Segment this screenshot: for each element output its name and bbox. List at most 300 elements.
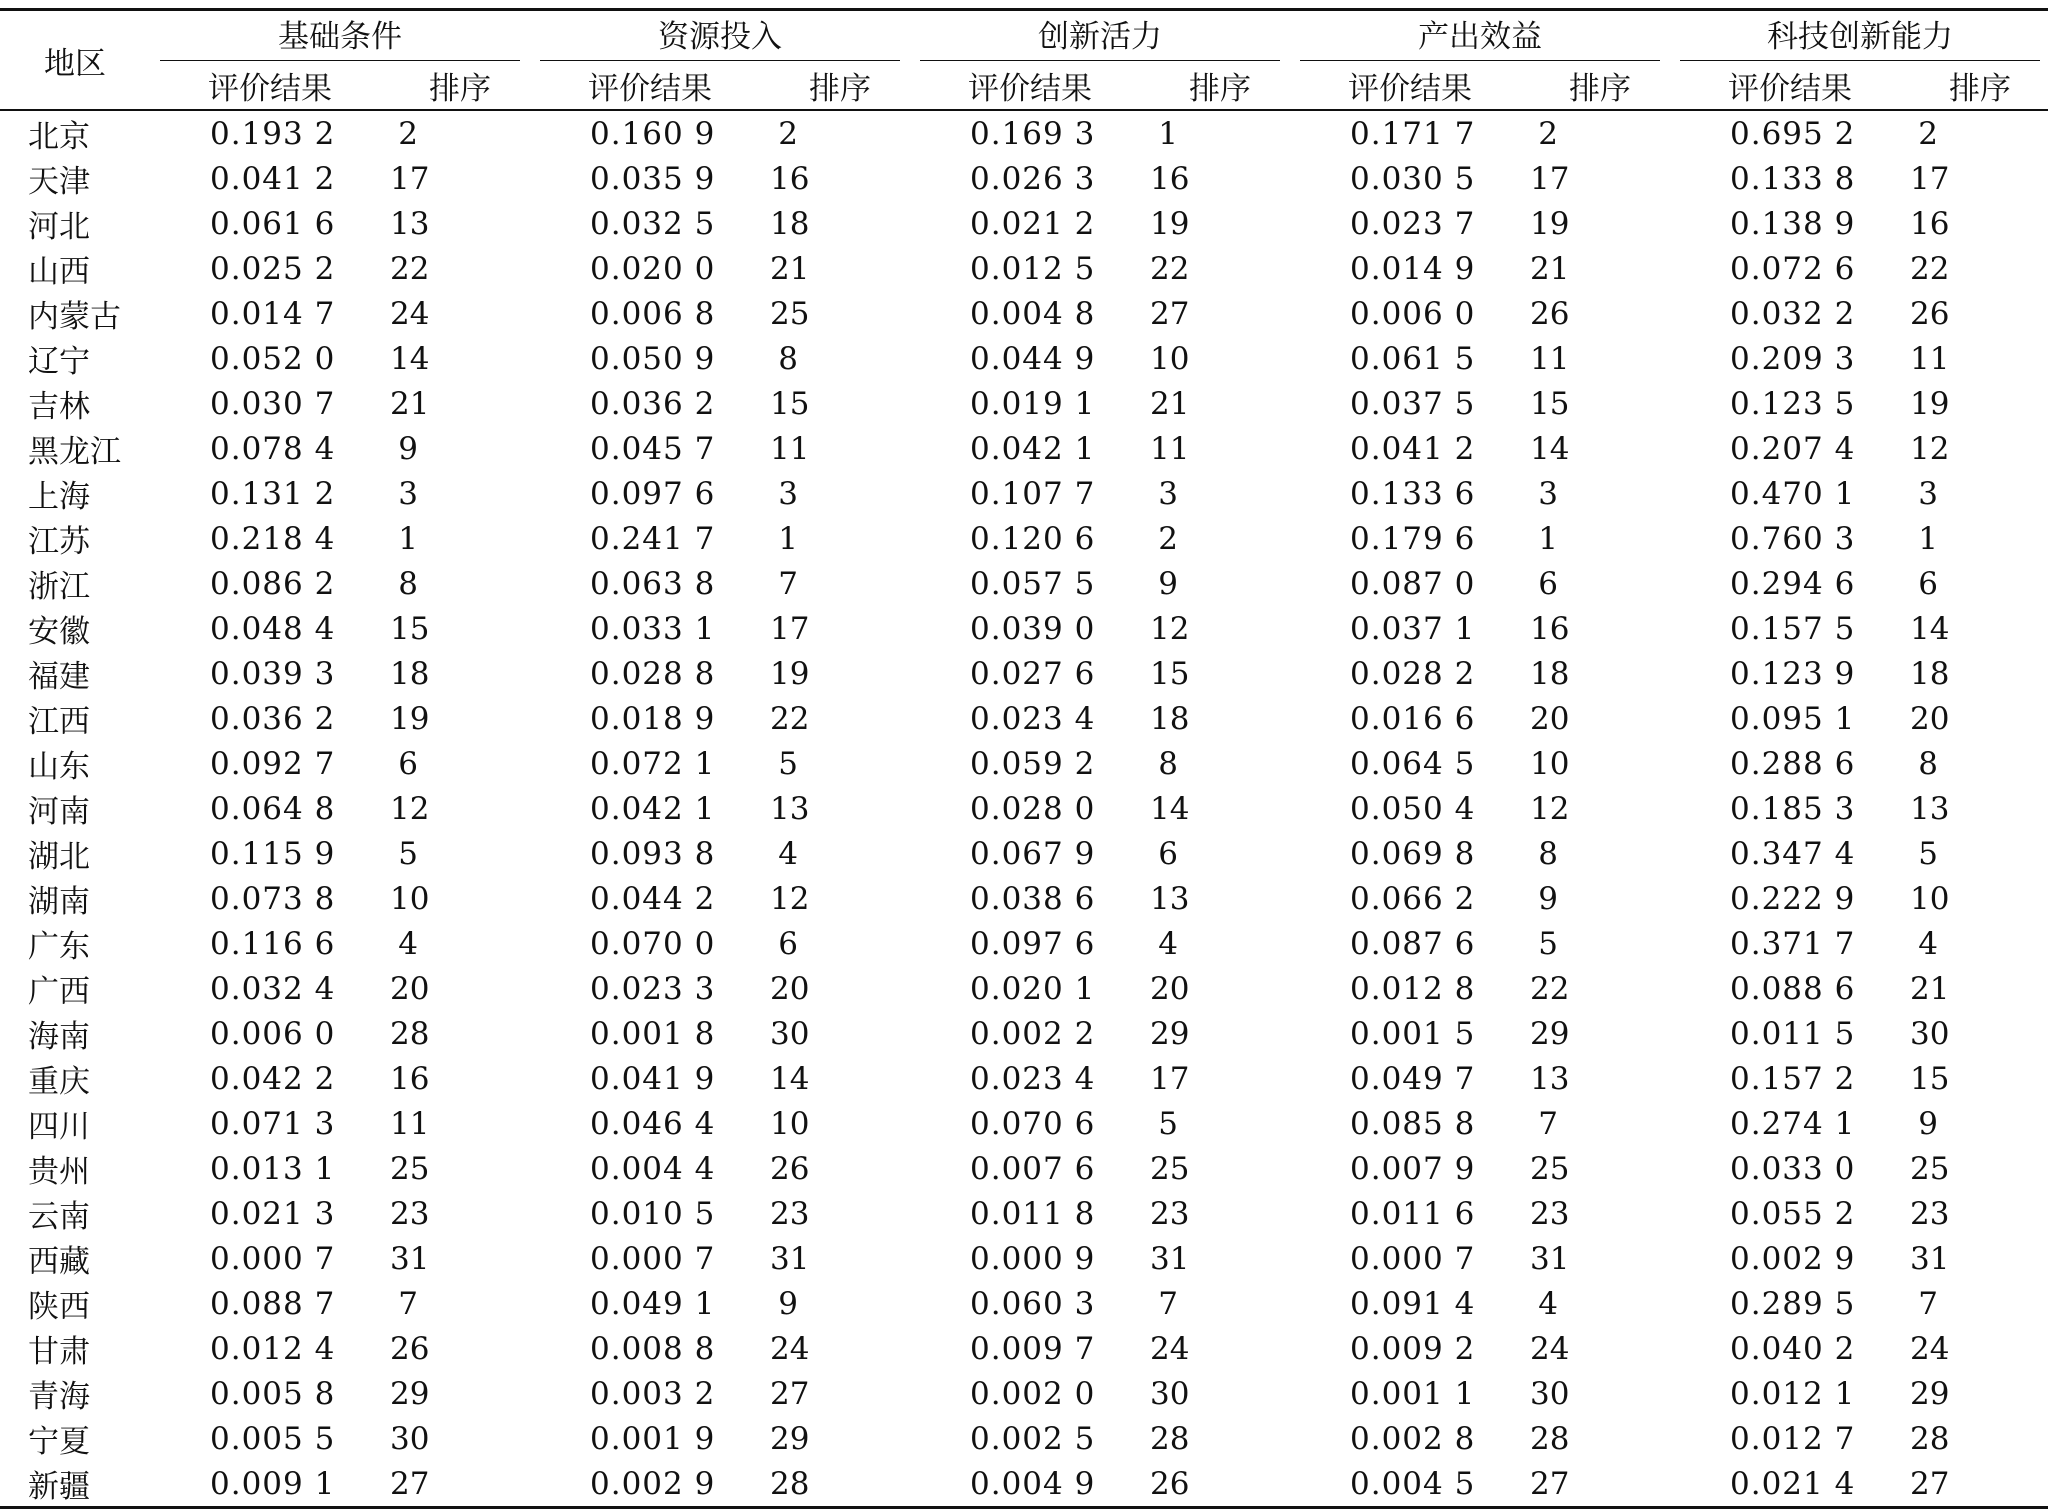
value-cell: 0.087 0 — [1350, 565, 1476, 602]
rank-cell: 19 — [1530, 205, 1570, 242]
rank-cell: 25 — [1910, 1150, 1950, 1187]
rank-cell: 22 — [1530, 970, 1570, 1007]
rank-cell: 7 — [1158, 1285, 1178, 1322]
value-cell: 0.133 8 — [1730, 160, 1856, 197]
value-cell: 0.070 0 — [590, 925, 716, 962]
value-cell: 0.039 0 — [970, 610, 1096, 647]
value-cell: 0.040 2 — [1730, 1330, 1856, 1367]
rank-cell: 29 — [1910, 1375, 1950, 1412]
value-cell: 0.013 1 — [210, 1150, 336, 1187]
rank-cell: 12 — [770, 880, 810, 917]
table-row — [0, 336, 2048, 381]
rank-cell: 24 — [1910, 1330, 1950, 1367]
rank-cell: 25 — [1530, 1150, 1570, 1187]
rank-cell: 28 — [1150, 1420, 1190, 1457]
rank-cell: 31 — [1530, 1240, 1570, 1277]
value-cell: 0.020 0 — [590, 250, 716, 287]
rank-cell: 13 — [770, 790, 810, 827]
table-row — [0, 741, 2048, 786]
value-cell: 0.241 7 — [590, 520, 716, 557]
table-row — [0, 291, 2048, 336]
group-label: 科技创新能力 — [1680, 11, 2040, 61]
value-cell: 0.097 6 — [590, 475, 716, 512]
table-row — [0, 831, 2048, 876]
value-cell: 0.071 3 — [210, 1105, 336, 1142]
region-cell: 湖南 — [28, 884, 90, 920]
value-cell: 0.070 6 — [970, 1105, 1096, 1142]
table-row — [0, 156, 2048, 201]
value-cell: 0.088 7 — [210, 1285, 336, 1322]
rank-cell: 24 — [390, 295, 430, 332]
value-cell: 0.470 1 — [1730, 475, 1856, 512]
rank-cell: 19 — [1910, 385, 1950, 422]
rank-cell: 1 — [398, 520, 418, 557]
rank-cell: 30 — [1530, 1375, 1570, 1412]
group-header-output — [1290, 10, 1670, 62]
value-cell: 0.011 6 — [1350, 1195, 1476, 1232]
value-cell: 0.006 0 — [210, 1015, 336, 1052]
rank-cell: 5 — [1158, 1105, 1178, 1142]
rank-cell: 17 — [1150, 1060, 1190, 1097]
region-cell: 湖北 — [28, 839, 90, 875]
value-cell: 0.095 1 — [1730, 700, 1856, 737]
rank-cell: 29 — [1530, 1015, 1570, 1052]
value-cell: 0.064 5 — [1350, 745, 1476, 782]
value-cell: 0.003 2 — [590, 1375, 716, 1412]
group-label: 基础条件 — [160, 11, 520, 61]
value-cell: 0.085 8 — [1350, 1105, 1476, 1142]
rank-cell: 4 — [398, 925, 418, 962]
value-cell: 0.000 7 — [1350, 1240, 1476, 1277]
region-cell: 内蒙古 — [28, 299, 121, 335]
rank-cell: 20 — [770, 970, 810, 1007]
rank-cell: 13 — [1530, 1060, 1570, 1097]
rank-cell: 3 — [1538, 475, 1558, 512]
value-cell: 0.023 4 — [970, 1060, 1096, 1097]
region-cell: 安徽 — [28, 614, 90, 650]
table-row — [0, 1146, 2048, 1191]
value-cell: 0.023 3 — [590, 970, 716, 1007]
region-cell: 山西 — [28, 254, 90, 290]
value-cell: 0.171 7 — [1350, 115, 1476, 152]
rank-cell: 17 — [1530, 160, 1570, 197]
value-cell: 0.138 9 — [1730, 205, 1856, 242]
value-cell: 0.059 2 — [970, 745, 1096, 782]
rank-cell: 9 — [1918, 1105, 1938, 1142]
value-cell: 0.038 6 — [970, 880, 1096, 917]
rank-cell: 7 — [398, 1285, 418, 1322]
value-cell: 0.039 3 — [210, 655, 336, 692]
value-cell: 0.294 6 — [1730, 565, 1856, 602]
value-cell: 0.000 7 — [590, 1240, 716, 1277]
rank-cell: 26 — [770, 1150, 810, 1187]
region-cell: 广东 — [28, 929, 90, 965]
value-cell: 0.222 9 — [1730, 880, 1856, 917]
value-cell: 0.006 0 — [1350, 295, 1476, 332]
rank-cell: 14 — [770, 1060, 810, 1097]
value-cell: 0.073 8 — [210, 880, 336, 917]
rank-cell: 6 — [1538, 565, 1558, 602]
region-cell: 贵州 — [28, 1154, 90, 1190]
rank-cell: 28 — [1530, 1420, 1570, 1457]
value-cell: 0.120 6 — [970, 520, 1096, 557]
table-row — [0, 471, 2048, 516]
value-cell: 0.041 2 — [210, 160, 336, 197]
value-cell: 0.066 2 — [1350, 880, 1476, 917]
value-cell: 0.000 7 — [210, 1240, 336, 1277]
rank-cell: 29 — [770, 1420, 810, 1457]
rank-cell: 5 — [1918, 835, 1938, 872]
rank-cell: 21 — [1910, 970, 1950, 1007]
rank-cell: 15 — [1150, 655, 1190, 692]
value-cell: 0.695 2 — [1730, 115, 1856, 152]
value-cell: 0.157 5 — [1730, 610, 1856, 647]
value-cell: 0.061 5 — [1350, 340, 1476, 377]
rank-cell: 8 — [398, 565, 418, 602]
value-cell: 0.004 9 — [910, 1461, 1150, 1508]
value-cell: 0.045 7 — [590, 430, 716, 467]
value-cell: 0.002 5 — [970, 1420, 1096, 1457]
table-row — [0, 786, 2048, 831]
evaluation-table — [0, 8, 2048, 1509]
rank-cell: 1 — [1158, 115, 1178, 152]
rank-cell: 23 — [770, 1195, 810, 1232]
rank-cell: 26 — [1150, 1461, 1290, 1508]
rank-cell: 23 — [1910, 1195, 1950, 1232]
value-cell: 0.012 4 — [210, 1330, 336, 1367]
rank-cell: 9 — [1538, 880, 1558, 917]
value-cell: 0.097 6 — [970, 925, 1096, 962]
value-cell: 0.005 5 — [210, 1420, 336, 1457]
region-cell: 云南 — [28, 1199, 90, 1235]
value-cell: 0.025 2 — [210, 250, 336, 287]
value-cell: 0.001 9 — [590, 1420, 716, 1457]
value-cell: 0.093 8 — [590, 835, 716, 872]
rank-cell: 7 — [778, 565, 798, 602]
region-cell: 上海 — [28, 479, 90, 515]
rank-cell: 23 — [1530, 1195, 1570, 1232]
rank-cell: 28 — [770, 1461, 910, 1508]
table-row — [0, 426, 2048, 471]
value-cell: 0.037 5 — [1350, 385, 1476, 422]
group-header-foundation — [150, 10, 530, 62]
table-row — [0, 110, 2048, 156]
rank-cell: 20 — [390, 970, 430, 1007]
rank-cell: 8 — [778, 340, 798, 377]
table-row — [0, 921, 2048, 966]
rank-cell: 9 — [1158, 565, 1178, 602]
rank-cell: 3 — [778, 475, 798, 512]
value-cell: 0.000 9 — [970, 1240, 1096, 1277]
value-cell: 0.027 6 — [970, 655, 1096, 692]
value-cell: 0.002 0 — [970, 1375, 1096, 1412]
rank-cell: 31 — [1910, 1240, 1950, 1277]
table-row — [0, 1056, 2048, 1101]
table-row — [0, 606, 2048, 651]
rank-cell: 12 — [1150, 610, 1190, 647]
rank-cell: 11 — [1530, 340, 1570, 377]
region-cell: 天津 — [28, 164, 90, 200]
rank-cell: 9 — [778, 1285, 798, 1322]
value-cell: 0.055 2 — [1730, 1195, 1856, 1232]
group-header-resource — [530, 10, 910, 62]
rank-cell: 18 — [770, 205, 810, 242]
value-cell: 0.033 1 — [590, 610, 716, 647]
value-cell: 0.049 1 — [590, 1285, 716, 1322]
rank-cell: 20 — [1530, 700, 1570, 737]
region-cell: 浙江 — [28, 569, 90, 605]
rank-cell: 10 — [1530, 745, 1570, 782]
rank-cell: 23 — [390, 1195, 430, 1232]
value-cell: 0.002 8 — [1350, 1420, 1476, 1457]
rank-cell: 17 — [390, 160, 430, 197]
rank-cell: 14 — [390, 340, 430, 377]
rank-cell: 28 — [1910, 1420, 1950, 1457]
region-cell: 北京 — [28, 119, 90, 155]
value-cell: 0.007 9 — [1350, 1150, 1476, 1187]
region-cell: 甘肃 — [28, 1334, 90, 1370]
table-row — [0, 516, 2048, 561]
table-row — [0, 1191, 2048, 1236]
rank-cell: 18 — [390, 655, 430, 692]
value-cell: 0.016 6 — [1350, 700, 1476, 737]
value-cell: 0.289 5 — [1730, 1285, 1856, 1322]
rank-cell: 25 — [390, 1150, 430, 1187]
rank-cell: 18 — [1530, 655, 1570, 692]
rank-cell: 27 — [1150, 295, 1190, 332]
value-cell: 0.086 2 — [210, 565, 336, 602]
rank-cell: 22 — [1910, 250, 1950, 287]
value-cell: 0.049 7 — [1350, 1060, 1476, 1097]
sub-header-rank: 排序 — [1530, 61, 1670, 110]
value-cell: 0.041 9 — [590, 1060, 716, 1097]
table-row — [0, 1281, 2048, 1326]
value-cell: 0.028 0 — [970, 790, 1096, 827]
sub-header-value: 评价结果 — [910, 61, 1150, 110]
value-cell: 0.032 5 — [590, 205, 716, 242]
rank-cell: 18 — [1150, 700, 1190, 737]
rank-cell: 20 — [1150, 970, 1190, 1007]
value-cell: 0.012 1 — [1730, 1375, 1856, 1412]
rank-cell: 2 — [398, 115, 418, 152]
value-cell: 0.021 2 — [970, 205, 1096, 242]
rank-cell: 8 — [1538, 835, 1558, 872]
rank-cell: 2 — [1158, 520, 1178, 557]
value-cell: 0.042 1 — [590, 790, 716, 827]
region-cell: 河北 — [28, 209, 90, 245]
rank-cell: 1 — [1918, 520, 1938, 557]
rank-cell: 30 — [770, 1015, 810, 1052]
table-row — [0, 246, 2048, 291]
rank-cell: 31 — [770, 1240, 810, 1277]
rank-cell: 6 — [1158, 835, 1178, 872]
table-row — [0, 1011, 2048, 1056]
value-cell: 0.347 4 — [1730, 835, 1856, 872]
rank-cell: 6 — [398, 745, 418, 782]
value-cell: 0.063 8 — [590, 565, 716, 602]
value-cell: 0.032 2 — [1730, 295, 1856, 332]
rank-cell: 27 — [770, 1375, 810, 1412]
value-cell: 0.185 3 — [1730, 790, 1856, 827]
table-row — [0, 1416, 2048, 1461]
rank-cell: 21 — [770, 250, 810, 287]
region-header: 地区 — [0, 10, 150, 111]
rank-cell: 1 — [1538, 520, 1558, 557]
rank-cell: 31 — [1150, 1240, 1190, 1277]
rank-cell: 11 — [770, 430, 810, 467]
rank-cell: 16 — [1150, 160, 1190, 197]
rank-cell: 6 — [1918, 565, 1938, 602]
rank-cell: 27 — [390, 1461, 530, 1508]
rank-cell: 18 — [1910, 655, 1950, 692]
value-cell: 0.044 9 — [970, 340, 1096, 377]
rank-cell: 12 — [1530, 790, 1570, 827]
value-cell: 0.001 8 — [590, 1015, 716, 1052]
value-cell: 0.087 6 — [1350, 925, 1476, 962]
value-cell: 0.207 4 — [1730, 430, 1856, 467]
rank-cell: 14 — [1910, 610, 1950, 647]
value-cell: 0.002 9 — [530, 1461, 770, 1508]
value-cell: 0.046 4 — [590, 1105, 716, 1142]
rank-cell: 29 — [1150, 1015, 1190, 1052]
value-cell: 0.131 2 — [210, 475, 336, 512]
value-cell: 0.001 5 — [1350, 1015, 1476, 1052]
region-cell: 辽宁 — [28, 344, 90, 380]
value-cell: 0.002 2 — [970, 1015, 1096, 1052]
rank-cell: 15 — [1910, 1060, 1950, 1097]
rank-cell: 27 — [1910, 1461, 2048, 1508]
table-row — [0, 1371, 2048, 1416]
rank-cell: 17 — [1910, 160, 1950, 197]
rank-cell: 31 — [390, 1240, 430, 1277]
rank-cell: 15 — [1530, 385, 1570, 422]
rank-cell: 25 — [1150, 1150, 1190, 1187]
value-cell: 0.042 2 — [210, 1060, 336, 1097]
sub-header-value: 评价结果 — [1670, 61, 1910, 110]
value-cell: 0.061 6 — [210, 205, 336, 242]
value-cell: 0.007 6 — [970, 1150, 1096, 1187]
value-cell: 0.009 7 — [970, 1330, 1096, 1367]
value-cell: 0.157 2 — [1730, 1060, 1856, 1097]
value-cell: 0.036 2 — [210, 700, 336, 737]
rank-cell: 7 — [1538, 1105, 1558, 1142]
value-cell: 0.067 9 — [970, 835, 1096, 872]
rank-cell: 14 — [1150, 790, 1190, 827]
region-cell: 福建 — [28, 659, 90, 695]
rank-cell: 19 — [1150, 205, 1190, 242]
value-cell: 0.019 1 — [970, 385, 1096, 422]
region-cell: 海南 — [28, 1019, 90, 1055]
value-cell: 0.072 6 — [1730, 250, 1856, 287]
rank-cell: 11 — [1150, 430, 1190, 467]
value-cell: 0.018 9 — [590, 700, 716, 737]
value-cell: 0.001 1 — [1350, 1375, 1476, 1412]
rank-cell: 24 — [1530, 1330, 1570, 1367]
rank-cell: 16 — [390, 1060, 430, 1097]
value-cell: 0.035 9 — [590, 160, 716, 197]
value-cell: 0.023 7 — [1350, 205, 1476, 242]
value-cell: 0.209 3 — [1730, 340, 1856, 377]
table-header — [0, 10, 2048, 111]
table-row — [0, 381, 2048, 426]
region-cell: 西藏 — [28, 1244, 90, 1280]
rank-cell: 3 — [1918, 475, 1938, 512]
rank-cell: 12 — [390, 790, 430, 827]
rank-cell: 3 — [1158, 475, 1178, 512]
rank-cell: 19 — [390, 700, 430, 737]
value-cell: 0.012 5 — [970, 250, 1096, 287]
value-cell: 0.002 9 — [1730, 1240, 1856, 1277]
rank-cell: 10 — [770, 1105, 810, 1142]
value-cell: 0.012 8 — [1350, 970, 1476, 1007]
value-cell: 0.036 2 — [590, 385, 716, 422]
region-cell: 江苏 — [28, 524, 90, 560]
sub-header-rank: 排序 — [390, 61, 530, 110]
value-cell: 0.014 7 — [210, 295, 336, 332]
value-cell: 0.041 2 — [1350, 430, 1476, 467]
rank-cell: 11 — [390, 1105, 430, 1142]
value-cell: 0.057 5 — [970, 565, 1096, 602]
sub-header-value: 评价结果 — [530, 61, 770, 110]
rank-cell: 15 — [390, 610, 430, 647]
value-cell: 0.193 2 — [210, 115, 336, 152]
rank-cell: 16 — [1530, 610, 1570, 647]
value-cell: 0.169 3 — [970, 115, 1096, 152]
rank-cell: 21 — [1530, 250, 1570, 287]
rank-cell: 25 — [770, 295, 810, 332]
rank-cell: 22 — [1150, 250, 1190, 287]
rank-cell: 8 — [1158, 745, 1178, 782]
value-cell: 0.004 5 — [1290, 1461, 1530, 1508]
value-cell: 0.218 4 — [210, 520, 336, 557]
value-cell: 0.032 4 — [210, 970, 336, 1007]
value-cell: 0.026 3 — [970, 160, 1096, 197]
value-cell: 0.005 8 — [210, 1375, 336, 1412]
rank-cell: 4 — [778, 835, 798, 872]
rank-cell: 30 — [1910, 1015, 1950, 1052]
region-cell: 宁夏 — [28, 1424, 90, 1460]
rank-cell: 9 — [398, 430, 418, 467]
value-cell: 0.123 9 — [1730, 655, 1856, 692]
table-row — [0, 1326, 2048, 1371]
rank-cell: 15 — [770, 385, 810, 422]
rank-cell: 5 — [1538, 925, 1558, 962]
value-cell: 0.116 6 — [210, 925, 336, 962]
table-row — [0, 696, 2048, 741]
rank-cell: 21 — [1150, 385, 1190, 422]
region-cell: 新疆 — [0, 1461, 150, 1508]
rank-cell: 10 — [1150, 340, 1190, 377]
rank-cell: 5 — [778, 745, 798, 782]
value-cell: 0.069 8 — [1350, 835, 1476, 872]
region-cell: 重庆 — [28, 1064, 90, 1100]
sub-header-rank: 排序 — [1910, 61, 2048, 110]
value-cell: 0.011 8 — [970, 1195, 1096, 1232]
rank-cell: 16 — [1910, 205, 1950, 242]
table-body — [0, 110, 2048, 1508]
value-cell: 0.371 7 — [1730, 925, 1856, 962]
value-cell: 0.048 4 — [210, 610, 336, 647]
rank-cell: 26 — [1910, 295, 1950, 332]
value-cell: 0.030 7 — [210, 385, 336, 422]
value-cell: 0.023 4 — [970, 700, 1096, 737]
rank-cell: 19 — [770, 655, 810, 692]
group-header-capability — [1670, 10, 2048, 62]
table-row — [0, 1101, 2048, 1146]
value-cell: 0.115 9 — [210, 835, 336, 872]
value-cell: 0.021 3 — [210, 1195, 336, 1232]
rank-cell: 26 — [1530, 295, 1570, 332]
